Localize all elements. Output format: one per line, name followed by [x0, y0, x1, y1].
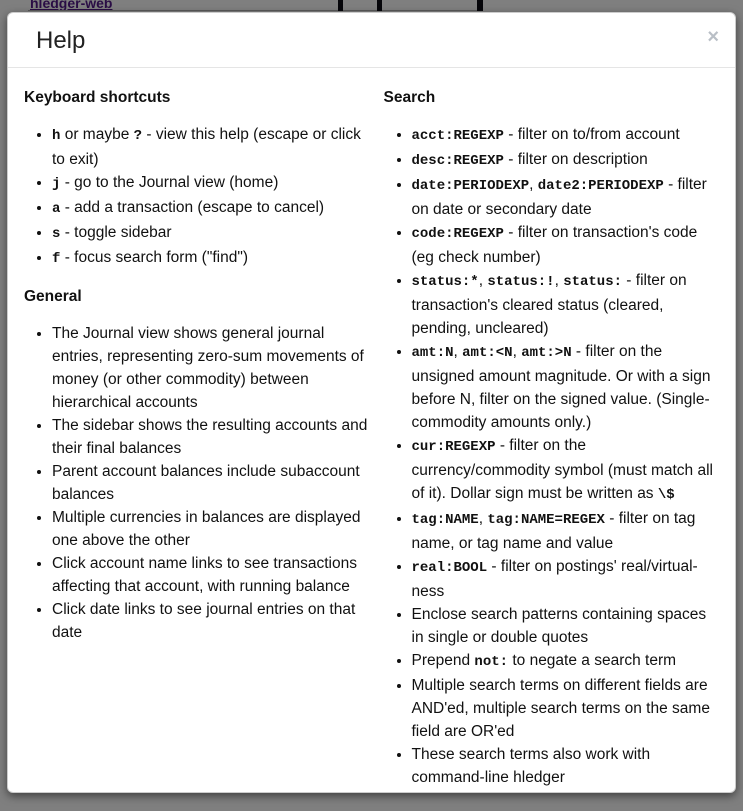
help-list-item	[412, 603, 721, 649]
code-token: j	[52, 176, 61, 192]
text-run: - focus search form ("find")	[60, 249, 248, 266]
text-run: Click date links to see journal entries on that date	[52, 601, 356, 641]
code-token: status:!	[487, 274, 555, 290]
text-run: - go to the Journal view (home)	[60, 174, 279, 191]
code-token: amt:>N	[521, 345, 572, 361]
code-token: amt:<N	[462, 345, 513, 361]
text-run: - filter on the unsigned amount magnitude. Or with a sign before N, filter on the signed value. (Single-commodity amounts only.)	[411, 343, 711, 431]
text-run: Enclose search patterns containing spaces in single or double quotes	[411, 606, 707, 646]
help-list-item	[52, 246, 372, 271]
code-token: status:	[563, 274, 622, 290]
text-run: - filter on description	[503, 151, 648, 168]
section-heading: Search	[383, 89, 436, 106]
modal-header	[8, 13, 735, 68]
text-run: The Journal view shows general journal entries, representing zero-sum movements of money (or other commodity) between hierarchical accounts	[52, 325, 364, 411]
section-heading: General	[24, 288, 82, 305]
code-token: f	[52, 251, 61, 267]
help-list-item	[412, 555, 721, 603]
code-token: status:*	[411, 274, 479, 290]
text-run: - filter on the currency/commodity symbol (must match all of it). Dollar sign must be written as	[411, 437, 713, 502]
code-token: real:BOOL	[411, 560, 488, 576]
help-list-item	[412, 148, 721, 173]
help-list-item	[52, 171, 372, 196]
help-list-item	[412, 434, 721, 507]
text-run: These search terms also work with command-line hledger	[411, 746, 651, 786]
code-token: desc:REGEXP	[411, 153, 504, 169]
help-column-left	[23, 86, 372, 793]
section-list	[384, 123, 721, 789]
code-token: cur:REGEXP	[411, 439, 496, 455]
text-run: - filter on transaction's code (eg check number)	[411, 224, 698, 266]
text-run: ,	[512, 343, 522, 360]
help-list-item	[52, 506, 372, 552]
text-run: - filter on to/from account	[503, 126, 680, 143]
code-token: h	[52, 128, 61, 144]
help-list-item	[412, 674, 721, 743]
text-run: The sidebar shows the resulting accounts and their final balances	[52, 417, 368, 457]
code-token: \$	[657, 487, 675, 503]
text-run: - filter on transaction's cleared status (cleared, pending, uncleared)	[411, 272, 687, 337]
help-list-item	[52, 196, 372, 221]
code-token: tag:NAME	[411, 512, 479, 528]
text-run: ,	[478, 272, 488, 289]
help-list-item	[52, 460, 372, 506]
text-run: to negate a search term	[508, 652, 677, 669]
help-list-item	[412, 221, 721, 269]
code-token: acct:REGEXP	[411, 128, 504, 144]
code-token: tag:NAME=REGEX	[487, 512, 605, 528]
help-list-item	[412, 507, 721, 555]
help-list-item	[52, 221, 372, 246]
text-run: Multiple search terms on different fields are AND'ed, multiple search terms on the same field are OR'ed	[411, 677, 710, 740]
help-list-item	[412, 123, 721, 148]
text-run: - add a transaction (escape to cancel)	[60, 199, 325, 216]
code-token: a	[52, 201, 61, 217]
help-list-item	[52, 322, 372, 414]
help-list-item	[412, 340, 721, 434]
section-list	[24, 322, 372, 644]
help-list-item	[52, 552, 372, 598]
help-list-item	[52, 414, 372, 460]
text-run: - filter on tag name, or tag name and value	[411, 510, 696, 552]
text-run: - view this help (escape or click to exit)	[52, 126, 361, 168]
text-run: ,	[529, 176, 538, 193]
help-list-item	[412, 269, 721, 340]
code-token: ?	[133, 128, 143, 144]
text-run: Click account name links to see transactions affecting that account, with running balance	[52, 555, 357, 595]
modal-body	[8, 68, 735, 793]
code-token: s	[52, 226, 61, 242]
text-run: Multiple currencies in balances are displayed one above the other	[52, 509, 361, 549]
help-list-item	[52, 123, 372, 171]
text-run: - toggle sidebar	[60, 224, 172, 241]
text-run: ,	[478, 510, 488, 527]
help-column-right	[372, 86, 721, 793]
help-list-item	[412, 649, 721, 674]
help-list-item	[412, 743, 721, 789]
code-token: amt:N	[411, 345, 454, 361]
text-run: - filter on date or secondary date	[411, 176, 707, 218]
text-run: ,	[554, 272, 564, 289]
help-list-item	[52, 598, 372, 644]
code-token: date2:PERIODEXP	[537, 178, 664, 194]
close-icon[interactable]: ×	[707, 26, 719, 48]
text-run: Parent account balances include subaccount balances	[52, 463, 360, 503]
help-modal	[7, 12, 736, 793]
modal-title: Help	[36, 27, 86, 54]
help-list-item	[412, 173, 721, 221]
code-token: code:REGEXP	[411, 226, 504, 242]
section-list	[24, 123, 372, 271]
section-heading: Keyboard shortcuts	[24, 89, 171, 106]
code-token: not:	[474, 654, 509, 670]
text-run: Prepend	[411, 652, 475, 669]
text-run: ,	[453, 343, 463, 360]
text-run: or maybe	[60, 126, 134, 143]
text-run: - filter on postings' real/virtual-ness	[411, 558, 698, 600]
code-token: date:PERIODEXP	[411, 178, 530, 194]
